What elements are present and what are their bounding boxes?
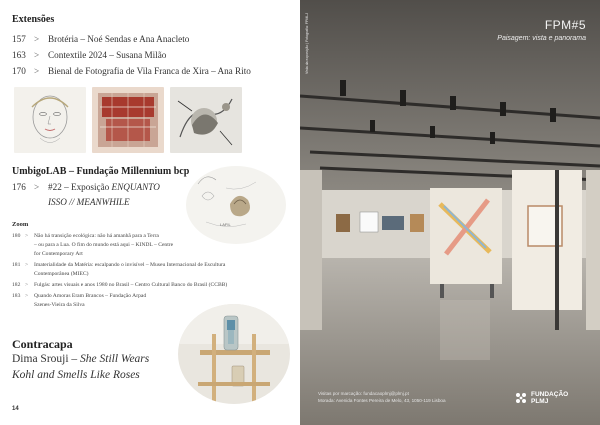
entry-page-number: 163 <box>12 50 26 60</box>
extensoes-entry <box>12 34 189 44</box>
zoom-text: Szenes-Vieira da Silva <box>34 302 85 308</box>
collage-artwork-thumbnail <box>170 87 242 153</box>
entry-page-number: 176 <box>12 182 26 192</box>
zoom-arrow: > <box>25 233 29 239</box>
contracapa-artist: Dima Srouji – <box>12 353 81 365</box>
entry-arrow: > <box>34 34 40 44</box>
cover-title: FPM#5 <box>544 18 586 32</box>
gallery-photograph <box>300 0 600 425</box>
zoom-text: for Contemporary Art <box>34 251 83 257</box>
zoom-title: Zoom <box>12 221 29 228</box>
zoom-arrow: > <box>25 262 29 268</box>
zoom-page-number: 181 <box>12 262 21 268</box>
plmj-logo-icon <box>514 391 528 405</box>
zoom-line <box>12 292 146 300</box>
page-number: 14 <box>12 406 19 412</box>
zoom-page-number: 180 <box>12 233 21 239</box>
cover-footer-address: Morada: Avenida Fontes Pereira de Melo, 43, 1050-119 Lisboa <box>318 398 446 403</box>
entry-text: Bienal de Fotografia de Vila Franca de Xira – Ana Rito <box>48 66 251 76</box>
zoom-line <box>12 270 89 278</box>
zoom-text: Contemporânea (MIEC) <box>34 271 89 277</box>
fundacao-plmj-logo <box>514 391 568 405</box>
entry-text: #22 – Exposição <box>48 182 112 192</box>
extensoes-entry <box>12 50 166 60</box>
umbigo-entry-continued <box>48 197 130 207</box>
cover-footer-visits: Visitas por marcação: fundacaoplmj@plmj.pt <box>318 391 409 396</box>
zoom-text: Não há transição ecológica: não há amanhã para a Terra <box>34 233 159 239</box>
extensoes-entry <box>12 66 251 76</box>
zoom-text: – ou para a Lua. O fim do mundo está aqui – KINDL – Centre <box>34 242 174 248</box>
logo-text-line2: PLMJ <box>531 398 549 405</box>
entry-text-italic: ENQUANTO <box>111 182 160 192</box>
zoom-line <box>12 261 225 269</box>
contracapa-work-title: Kohl and Smells Like Roses <box>12 369 140 381</box>
zoom-text: Imaterialidade da Matéria: escalpando o invisível – Museu Internacional de Escultura <box>34 262 226 268</box>
contracapa-artwork-image <box>178 304 290 404</box>
umbigo-image-label: LAFIL <box>220 222 231 227</box>
logo-text-line1: FUNDAÇÃO <box>531 391 569 398</box>
contracapa-title: Contracapa <box>12 337 73 351</box>
entry-page-number: 157 <box>12 34 26 44</box>
umbigo-entry <box>12 182 160 192</box>
umbigo-title: UmbigoLAB – Fundação Millennium bcp <box>12 166 190 177</box>
textile-artwork-thumbnail <box>92 87 164 153</box>
contracapa-credit-continued <box>12 369 140 381</box>
entry-text: Contextile 2024 – Susana Milão <box>48 50 167 60</box>
zoom-text: Fulgás: artes visuais e anos 1980 no Brasil – Centro Cultural Banco do Brasil (CCBB) <box>34 282 228 288</box>
entry-page-number: 170 <box>12 66 26 76</box>
cover-page <box>300 0 600 425</box>
entry-arrow: > <box>34 50 40 60</box>
zoom-text: Quando Amoras Eram Brancos – Fundação Arpad <box>34 293 147 299</box>
zoom-page-number: 182 <box>12 282 21 288</box>
zoom-line <box>12 281 227 289</box>
contracapa-work-title: She Still Wears <box>80 353 150 365</box>
umbigo-exhibition-image <box>186 166 286 244</box>
photo-credit-vertical: Vista da exposição | Fotografia: FPMLJ <box>305 13 309 74</box>
entry-arrow: > <box>34 182 40 192</box>
zoom-line <box>12 232 159 240</box>
contracapa-credit <box>12 353 149 365</box>
cover-subtitle: Paisagem: vista e panorama <box>497 35 586 42</box>
zoom-arrow: > <box>25 282 29 288</box>
zoom-arrow: > <box>25 293 29 299</box>
portrait-drawing-thumbnail <box>14 87 86 153</box>
extensoes-title: Extensões <box>12 14 55 25</box>
entry-arrow: > <box>34 66 40 76</box>
zoom-page-number: 183 <box>12 293 21 299</box>
zoom-line <box>12 250 83 258</box>
zoom-line <box>12 241 173 249</box>
entry-text: Brotéria – Noé Sendas e Ana Anacleto <box>48 34 190 44</box>
entry-text-italic: ISSO // MEANWHILE <box>48 197 130 207</box>
zoom-line <box>12 301 85 309</box>
